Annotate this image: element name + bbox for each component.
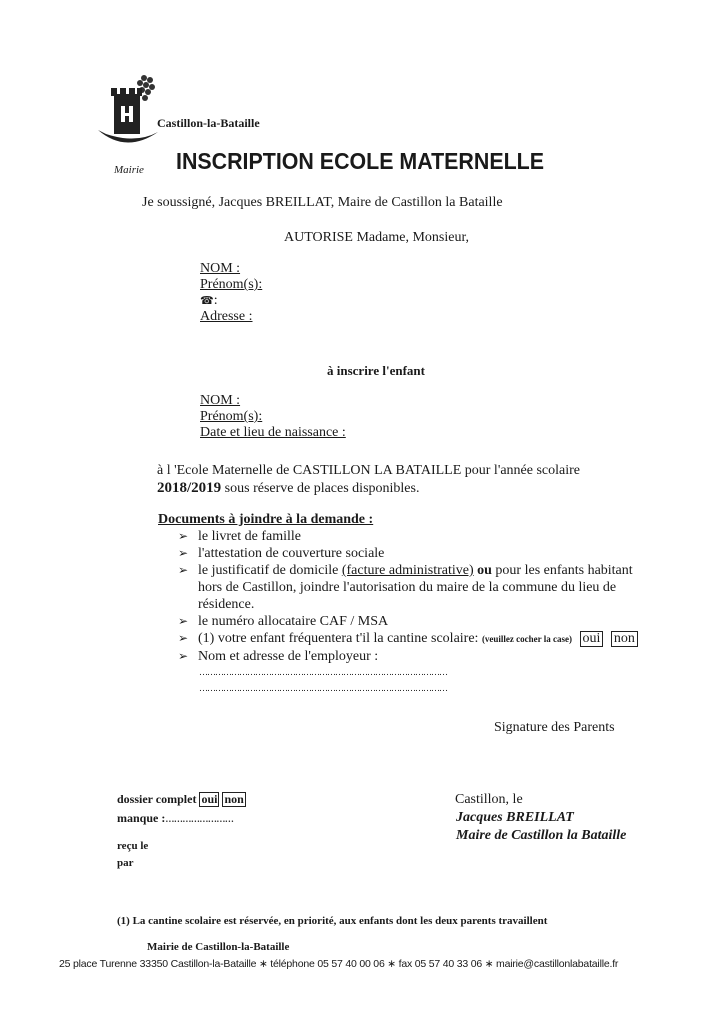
manque-row — [117, 811, 233, 826]
child-prenom-label: Prénom(s): — [200, 409, 263, 424]
arrow-bullet-icon: ➢ — [178, 546, 189, 560]
parent-adresse-label: Adresse : — [200, 309, 253, 324]
cantine-oui-checkbox[interactable]: oui — [580, 631, 604, 647]
parent-nom-label: NOM : — [200, 261, 241, 276]
page-title: INSCRIPTION ECOLE MATERNELLE — [176, 148, 545, 174]
dossier-non-checkbox[interactable]: non — [224, 792, 244, 806]
mairie-label: Mairie — [114, 164, 144, 176]
arrow-bullet-icon: ➢ — [178, 631, 189, 645]
dossier-complet-row — [117, 792, 246, 807]
arrow-bullet-icon: ➢ — [178, 614, 189, 628]
mayor-role: Maire de Castillon la Bataille — [456, 828, 627, 843]
employer-dotted-line-1: ………………………………………………………………………………… — [199, 667, 447, 677]
footer-org: Mairie de Castillon-la-Bataille — [147, 941, 290, 953]
par-label: par — [117, 857, 134, 869]
mayor-name: Jacques BREILLAT — [456, 810, 574, 825]
parent-prenom-label: Prénom(s): — [200, 277, 263, 292]
arrow-bullet-icon: ➢ — [178, 563, 189, 577]
list-item: ➢ le numéro allocataire CAF / MSA — [178, 614, 389, 629]
arrow-bullet-icon: ➢ — [178, 649, 189, 663]
dossier-oui-checkbox[interactable]: oui — [201, 792, 218, 806]
manque-dots: …………………… — [165, 814, 234, 824]
list-item: ➢ le justificatif de domicile (facture administrative) ou pour les enfants habitant hors de Castillon, joindre l'autorisation du maire de la commune du lieu de résidence. — [178, 563, 633, 612]
signature-label: Signature des Parents — [494, 720, 615, 735]
child-nom-label: NOM : — [200, 393, 241, 408]
arrow-bullet-icon: ➢ — [178, 529, 189, 543]
mayor-place: Castillon, le — [455, 792, 523, 807]
town-logo — [96, 70, 160, 152]
school-line-1: à l 'Ecole Maternelle de CASTILLON LA BATAILLE pour l'année scolaire — [157, 463, 581, 478]
footer-address: 25 place Turenne 33350 Castillon-la-Bataille ∗ téléphone 05 57 40 00 06 ∗ fax 05 57 40 33 06 ∗ mairie@castillonlabataille.fr — [59, 958, 619, 970]
child-naissance-label: Date et lieu de naissance : — [200, 425, 346, 440]
dossier-complet-label: dossier complet — [117, 792, 197, 806]
list-item: ➢ (1) votre enfant fréquentera t'il la cantine scolaire: (veuillez cocher la case) oui non — [178, 630, 658, 648]
employer-dotted-line-2: ………………………………………………………………………………… — [199, 683, 447, 693]
castle-logo-icon — [96, 70, 160, 152]
footnote: (1) La cantine scolaire est réservée, en priorité, aux enfants dont les deux parents travaillent — [117, 915, 548, 927]
school-line-2 — [157, 480, 419, 497]
documents-list — [178, 528, 658, 665]
list-item: ➢ le livret de famille — [178, 529, 302, 544]
recu-label: reçu le — [117, 840, 149, 852]
manque-label: manque : — [117, 811, 166, 825]
town-name: Castillon-la-Bataille — [157, 116, 260, 130]
documents-heading: Documents à joindre à la demande : — [158, 512, 374, 527]
list-item: ➢ l'attestation de couverture sociale — [178, 546, 385, 561]
school-year: 2018/2019 — [157, 480, 222, 496]
list-item: ➢ Nom et adresse de l'employeur : — [178, 649, 379, 664]
enfant-heading: à inscrire l'enfant — [327, 363, 425, 378]
intro-line-2: AUTORISE Madame, Monsieur, — [284, 230, 470, 245]
intro-line-1: Je soussigné, Jacques BREILLAT, Maire de Castillon la Bataille — [142, 195, 503, 210]
cantine-non-checkbox[interactable]: non — [611, 631, 638, 647]
parent-phone-label: ☎: — [200, 293, 218, 308]
school-line-2-rest: sous réserve de places disponibles. — [221, 481, 420, 496]
telephone-icon: ☎ — [200, 294, 214, 307]
